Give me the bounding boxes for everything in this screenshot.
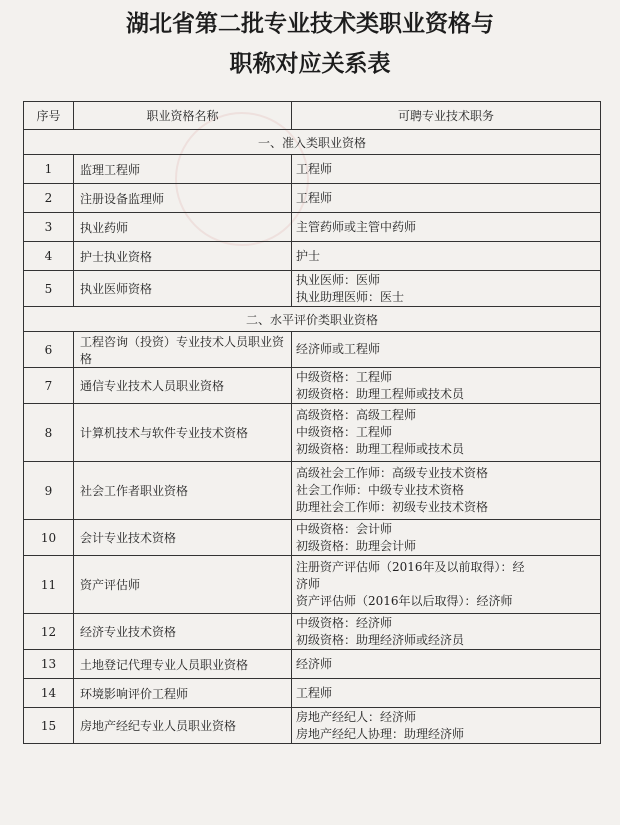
table-row (24, 271, 601, 307)
table-body (24, 130, 601, 744)
job-title-line: 注册资产评估师（2016年及以前取得）：经 (296, 560, 525, 574)
section-label: 二、水平评价类职业资格 (24, 307, 601, 332)
cell-seq: 12 (24, 614, 74, 650)
job-title-line: 中级资格：经济师 (296, 615, 393, 630)
cell-seq: 9 (24, 462, 74, 520)
cell-job-titles (292, 556, 601, 614)
table-row (24, 242, 601, 271)
cell-job-titles (292, 242, 601, 271)
cell-qualification-name: 执业医师资格 (74, 271, 292, 307)
job-title-line: 初级资格：助理工程师或技术员 (296, 386, 465, 401)
job-title-line: 中级资格：工程师 (296, 369, 393, 384)
cell-job-titles (292, 614, 601, 650)
table-row (24, 332, 601, 368)
page-title-line2: 职称对应关系表 (229, 51, 391, 77)
cell-job-titles (292, 679, 601, 708)
cell-job-titles (292, 213, 601, 242)
cell-qualification-name: 通信专业技术人员职业资格 (74, 368, 292, 404)
cell-seq: 10 (24, 520, 74, 556)
table-row (24, 520, 601, 556)
job-title-line: 初级资格：助理工程师或技术员 (296, 442, 465, 456)
header-qualification-name: 职业资格名称 (74, 102, 292, 130)
job-title-line: 高级社会工作师：高级专业技术资格 (296, 466, 489, 480)
job-title-line: 初级资格：助理会计师 (296, 538, 417, 553)
cell-seq: 11 (24, 556, 74, 614)
section-label: 一、准入类职业资格 (24, 130, 601, 155)
table-row (24, 368, 601, 404)
cell-job-titles (292, 404, 601, 462)
cell-seq: 13 (24, 650, 74, 679)
table-row (24, 708, 601, 744)
cell-qualification-name: 社会工作者职业资格 (74, 462, 292, 520)
table-row (24, 462, 601, 520)
qualification-table (23, 101, 601, 744)
table-row (24, 556, 601, 614)
cell-job-titles (292, 650, 601, 679)
page-title-line1: 湖北省第二批专业技术类职业资格与 (126, 11, 494, 37)
cell-job-titles (292, 184, 601, 213)
cell-qualification-name: 执业药师 (74, 213, 292, 242)
cell-qualification-name: 注册设备监理师 (74, 184, 292, 213)
job-title-line: 中级资格：工程师 (296, 425, 393, 439)
table-header-row (24, 102, 601, 130)
section-row (24, 130, 601, 155)
cell-job-titles (292, 708, 601, 744)
job-title-line: 中级资格：会计师 (296, 521, 393, 536)
section-row (24, 307, 601, 332)
cell-seq: 14 (24, 679, 74, 708)
table-row (24, 184, 601, 213)
cell-seq: 7 (24, 368, 74, 404)
cell-seq: 5 (24, 271, 74, 307)
cell-seq: 8 (24, 404, 74, 462)
table-row (24, 679, 601, 708)
job-title-line: 护士 (296, 248, 321, 263)
cell-qualification-name: 计算机技术与软件专业技术资格 (74, 404, 292, 462)
job-title-line: 经济师 (296, 656, 333, 671)
job-title-line: 经济师或工程师 (296, 342, 381, 356)
cell-qualification-name: 房地产经纪专业人员职业资格 (74, 708, 292, 744)
cell-qualification-name: 环境影响评价工程师 (74, 679, 292, 708)
cell-qualification-name: 工程咨询（投资）专业技术人员职业资格 (74, 332, 292, 368)
job-title-line: 初级资格：助理经济师或经济员 (296, 632, 465, 647)
job-title-line: 房地产经纪人协理：助理经济师 (296, 726, 465, 741)
job-title-line: 高级资格：高级工程师 (296, 408, 417, 422)
table-row (24, 155, 601, 184)
cell-seq: 4 (24, 242, 74, 271)
table-row (24, 614, 601, 650)
cell-seq: 2 (24, 184, 74, 213)
cell-seq: 3 (24, 213, 74, 242)
cell-qualification-name: 经济专业技术资格 (74, 614, 292, 650)
cell-job-titles (292, 332, 601, 368)
header-seq: 序号 (24, 102, 74, 130)
job-title-line: 社会工作师：中级专业技术资格 (296, 483, 465, 497)
cell-seq: 15 (24, 708, 74, 744)
table-row (24, 213, 601, 242)
table-row (24, 650, 601, 679)
cell-qualification-name: 资产评估师 (74, 556, 292, 614)
cell-qualification-name: 监理工程师 (74, 155, 292, 184)
cell-qualification-name: 护士执业资格 (74, 242, 292, 271)
cell-seq: 6 (24, 332, 74, 368)
cell-qualification-name: 土地登记代理专业人员职业资格 (74, 650, 292, 679)
job-title-line: 工程师 (296, 685, 333, 700)
header-job-title: 可聘专业技术职务 (292, 102, 601, 130)
job-title-line: 助理社会工作师：初级专业技术资格 (296, 500, 489, 514)
job-title-line: 工程师 (296, 190, 333, 205)
cell-job-titles (292, 520, 601, 556)
cell-job-titles (292, 368, 601, 404)
cell-job-titles (292, 271, 601, 307)
job-title-line: 济师 (296, 577, 321, 591)
cell-qualification-name: 会计专业技术资格 (74, 520, 292, 556)
job-title-line: 工程师 (296, 161, 333, 176)
job-title-line: 执业助理医师：医士 (296, 289, 405, 304)
cell-job-titles (292, 462, 601, 520)
job-title-line: 房地产经纪人：经济师 (296, 709, 417, 724)
cell-seq: 1 (24, 155, 74, 184)
job-title-line: 资产评估师（2016年以后取得）：经济师 (296, 594, 513, 608)
cell-job-titles (292, 155, 601, 184)
table-row (24, 404, 601, 462)
job-title-line: 主管药师或主管中药师 (296, 219, 417, 234)
job-title-line: 执业医师：医师 (296, 272, 381, 287)
